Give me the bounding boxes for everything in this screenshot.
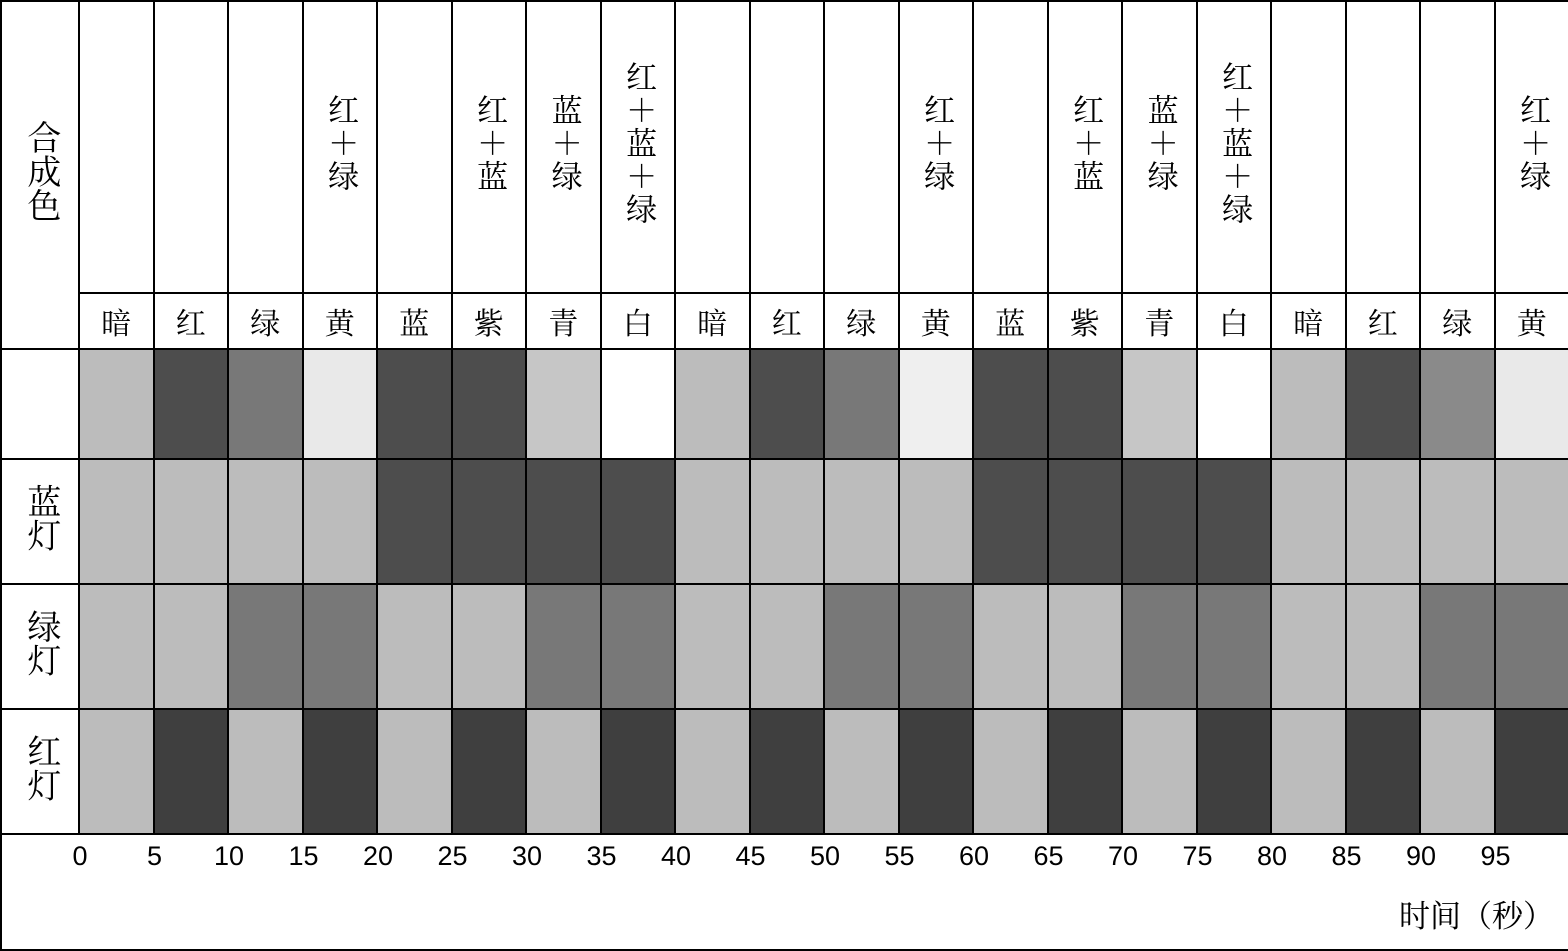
red-lamp-cell-12 — [973, 709, 1048, 834]
green-lamp-cell-7 — [601, 584, 676, 709]
composite-swatch-12 — [973, 349, 1048, 459]
formula-cell-12 — [973, 1, 1048, 293]
row-label-green-lamp — [1, 584, 79, 709]
row-label-green-lamp-text: 绿灯 — [22, 609, 58, 677]
composite-swatch-9 — [750, 349, 825, 459]
blue-lamp-cell-14 — [1122, 459, 1197, 584]
time-tick-75: 75 — [1182, 841, 1212, 872]
green-lamp-cell-8 — [675, 584, 750, 709]
colorname-cell-19: 黄 — [1495, 293, 1568, 349]
composite-swatch-18 — [1420, 349, 1495, 459]
time-tick-85: 85 — [1331, 841, 1361, 872]
colorname-cell-1: 红 — [154, 293, 229, 349]
green-lamp-cell-10 — [824, 584, 899, 709]
composite-swatch-16 — [1271, 349, 1346, 459]
blue-lamp-cell-4 — [377, 459, 452, 584]
composite-swatch-8 — [675, 349, 750, 459]
time-tick-25: 25 — [437, 841, 467, 872]
blue-lamp-cell-10 — [824, 459, 899, 584]
formula-cell-2 — [228, 1, 303, 293]
blue-lamp-cell-5 — [452, 459, 527, 584]
formula-cell-14: 蓝＋绿 — [1122, 1, 1197, 293]
red-lamp-cell-9 — [750, 709, 825, 834]
red-lamp-cell-16 — [1271, 709, 1346, 834]
row-time-axis — [1, 834, 1568, 950]
blue-lamp-cell-1 — [154, 459, 229, 584]
green-lamp-cell-16 — [1271, 584, 1346, 709]
red-lamp-cell-2 — [228, 709, 303, 834]
blue-lamp-cell-17 — [1346, 459, 1421, 584]
row-label-red-lamp-text: 红灯 — [22, 734, 58, 802]
time-tick-95: 95 — [1480, 841, 1510, 872]
time-tick-90: 90 — [1406, 841, 1436, 872]
time-tick-45: 45 — [735, 841, 765, 872]
row-blue-lamp — [1, 459, 1568, 584]
time-axis-title: 时间（秒） — [1399, 891, 1554, 936]
time-tick-65: 65 — [1033, 841, 1063, 872]
red-lamp-cell-18 — [1420, 709, 1495, 834]
blue-lamp-cell-0 — [79, 459, 154, 584]
colorname-cell-11: 黄 — [899, 293, 974, 349]
colorname-cell-18: 绿 — [1420, 293, 1495, 349]
red-lamp-cell-17 — [1346, 709, 1421, 834]
colorname-cell-8: 暗 — [675, 293, 750, 349]
composite-swatch-3 — [303, 349, 378, 459]
red-lamp-cell-8 — [675, 709, 750, 834]
composite-swatch-11 — [899, 349, 974, 459]
colorname-cell-17: 红 — [1346, 293, 1421, 349]
red-lamp-cell-7 — [601, 709, 676, 834]
red-lamp-cell-6 — [526, 709, 601, 834]
composite-swatch-7 — [601, 349, 676, 459]
blue-lamp-cell-8 — [675, 459, 750, 584]
time-axis-ticks — [2, 835, 1568, 949]
time-tick-80: 80 — [1257, 841, 1287, 872]
time-axis — [1, 834, 1568, 950]
blue-lamp-cell-12 — [973, 459, 1048, 584]
red-lamp-cell-0 — [79, 709, 154, 834]
green-lamp-cell-18 — [1420, 584, 1495, 709]
composite-swatch-15 — [1197, 349, 1272, 459]
colorname-cell-3: 黄 — [303, 293, 378, 349]
red-lamp-cell-5 — [452, 709, 527, 834]
green-lamp-cell-13 — [1048, 584, 1123, 709]
blue-lamp-cell-2 — [228, 459, 303, 584]
row-composite-name — [1, 293, 1568, 349]
green-lamp-cell-14 — [1122, 584, 1197, 709]
formula-cell-4 — [377, 1, 452, 293]
green-lamp-cell-2 — [228, 584, 303, 709]
composite-swatch-14 — [1122, 349, 1197, 459]
composite-swatch-10 — [824, 349, 899, 459]
green-lamp-cell-17 — [1346, 584, 1421, 709]
formula-cell-6: 蓝＋绿 — [526, 1, 601, 293]
time-tick-35: 35 — [586, 841, 616, 872]
colorname-cell-0: 暗 — [79, 293, 154, 349]
composite-swatch-13 — [1048, 349, 1123, 459]
blue-lamp-cell-3 — [303, 459, 378, 584]
blue-lamp-cell-18 — [1420, 459, 1495, 584]
row-label-red-lamp — [1, 709, 79, 834]
composite-swatch-4 — [377, 349, 452, 459]
row-green-lamp — [1, 584, 1568, 709]
formula-cell-17 — [1346, 1, 1421, 293]
green-lamp-cell-9 — [750, 584, 825, 709]
red-lamp-cell-1 — [154, 709, 229, 834]
composite-swatch-5 — [452, 349, 527, 459]
red-lamp-cell-3 — [303, 709, 378, 834]
time-tick-40: 40 — [661, 841, 691, 872]
green-lamp-cell-0 — [79, 584, 154, 709]
green-lamp-cell-12 — [973, 584, 1048, 709]
red-lamp-cell-14 — [1122, 709, 1197, 834]
green-lamp-cell-4 — [377, 584, 452, 709]
time-tick-60: 60 — [959, 841, 989, 872]
time-tick-5: 5 — [147, 841, 162, 872]
formula-cell-10 — [824, 1, 899, 293]
green-lamp-cell-3 — [303, 584, 378, 709]
colorname-cell-14: 青 — [1122, 293, 1197, 349]
colorname-cell-15: 白 — [1197, 293, 1272, 349]
blue-lamp-cell-19 — [1495, 459, 1568, 584]
blue-lamp-cell-16 — [1271, 459, 1346, 584]
green-lamp-cell-1 — [154, 584, 229, 709]
composite-swatch-2 — [228, 349, 303, 459]
blue-lamp-cell-7 — [601, 459, 676, 584]
blue-lamp-cell-11 — [899, 459, 974, 584]
time-tick-55: 55 — [884, 841, 914, 872]
row-label-composite — [1, 1, 79, 349]
colorname-cell-4: 蓝 — [377, 293, 452, 349]
green-lamp-cell-6 — [526, 584, 601, 709]
colorname-cell-5: 紫 — [452, 293, 527, 349]
time-tick-50: 50 — [810, 841, 840, 872]
row-label-blue-lamp — [1, 459, 79, 584]
formula-cell-15: 红＋蓝＋绿 — [1197, 1, 1272, 293]
red-lamp-cell-4 — [377, 709, 452, 834]
time-tick-30: 30 — [512, 841, 542, 872]
time-tick-10: 10 — [214, 841, 244, 872]
row-label-blue-lamp-text: 蓝灯 — [22, 484, 58, 552]
formula-cell-7: 红＋蓝＋绿 — [601, 1, 676, 293]
blue-lamp-cell-15 — [1197, 459, 1272, 584]
row-red-lamp — [1, 709, 1568, 834]
composite-swatch-0 — [79, 349, 154, 459]
formula-cell-8 — [675, 1, 750, 293]
row-label-composite-text: 合成色 — [22, 120, 58, 222]
green-lamp-cell-15 — [1197, 584, 1272, 709]
colorname-cell-6: 青 — [526, 293, 601, 349]
formula-cell-16 — [1271, 1, 1346, 293]
colorname-cell-16: 暗 — [1271, 293, 1346, 349]
colorname-cell-7: 白 — [601, 293, 676, 349]
formula-cell-13: 红＋蓝 — [1048, 1, 1123, 293]
formula-cell-1 — [154, 1, 229, 293]
time-tick-15: 15 — [288, 841, 318, 872]
row-composite-swatch — [1, 349, 1568, 459]
composite-swatch-6 — [526, 349, 601, 459]
formula-cell-0 — [79, 1, 154, 293]
colorname-cell-9: 红 — [750, 293, 825, 349]
formula-cell-9 — [750, 1, 825, 293]
row-composite-formula — [1, 1, 1568, 293]
green-lamp-cell-5 — [452, 584, 527, 709]
time-tick-70: 70 — [1108, 841, 1138, 872]
formula-cell-11: 红＋绿 — [899, 1, 974, 293]
green-lamp-cell-11 — [899, 584, 974, 709]
red-lamp-cell-13 — [1048, 709, 1123, 834]
red-lamp-cell-11 — [899, 709, 974, 834]
colorname-cell-10: 绿 — [824, 293, 899, 349]
colorname-cell-2: 绿 — [228, 293, 303, 349]
blue-lamp-cell-9 — [750, 459, 825, 584]
composite-swatch-19 — [1495, 349, 1568, 459]
composite-swatch-1 — [154, 349, 229, 459]
composite-swatch-rowlabel-spacer — [1, 349, 79, 459]
colorname-cell-12: 蓝 — [973, 293, 1048, 349]
colorname-cell-13: 紫 — [1048, 293, 1123, 349]
red-lamp-cell-15 — [1197, 709, 1272, 834]
green-lamp-cell-19 — [1495, 584, 1568, 709]
blue-lamp-cell-6 — [526, 459, 601, 584]
blue-lamp-cell-13 — [1048, 459, 1123, 584]
red-lamp-cell-10 — [824, 709, 899, 834]
formula-cell-3: 红＋绿 — [303, 1, 378, 293]
formula-cell-5: 红＋蓝 — [452, 1, 527, 293]
formula-cell-18 — [1420, 1, 1495, 293]
composite-swatch-17 — [1346, 349, 1421, 459]
formula-cell-19: 红＋绿 — [1495, 1, 1568, 293]
time-tick-20: 20 — [363, 841, 393, 872]
time-tick-0: 0 — [72, 841, 87, 872]
red-lamp-cell-19 — [1495, 709, 1568, 834]
